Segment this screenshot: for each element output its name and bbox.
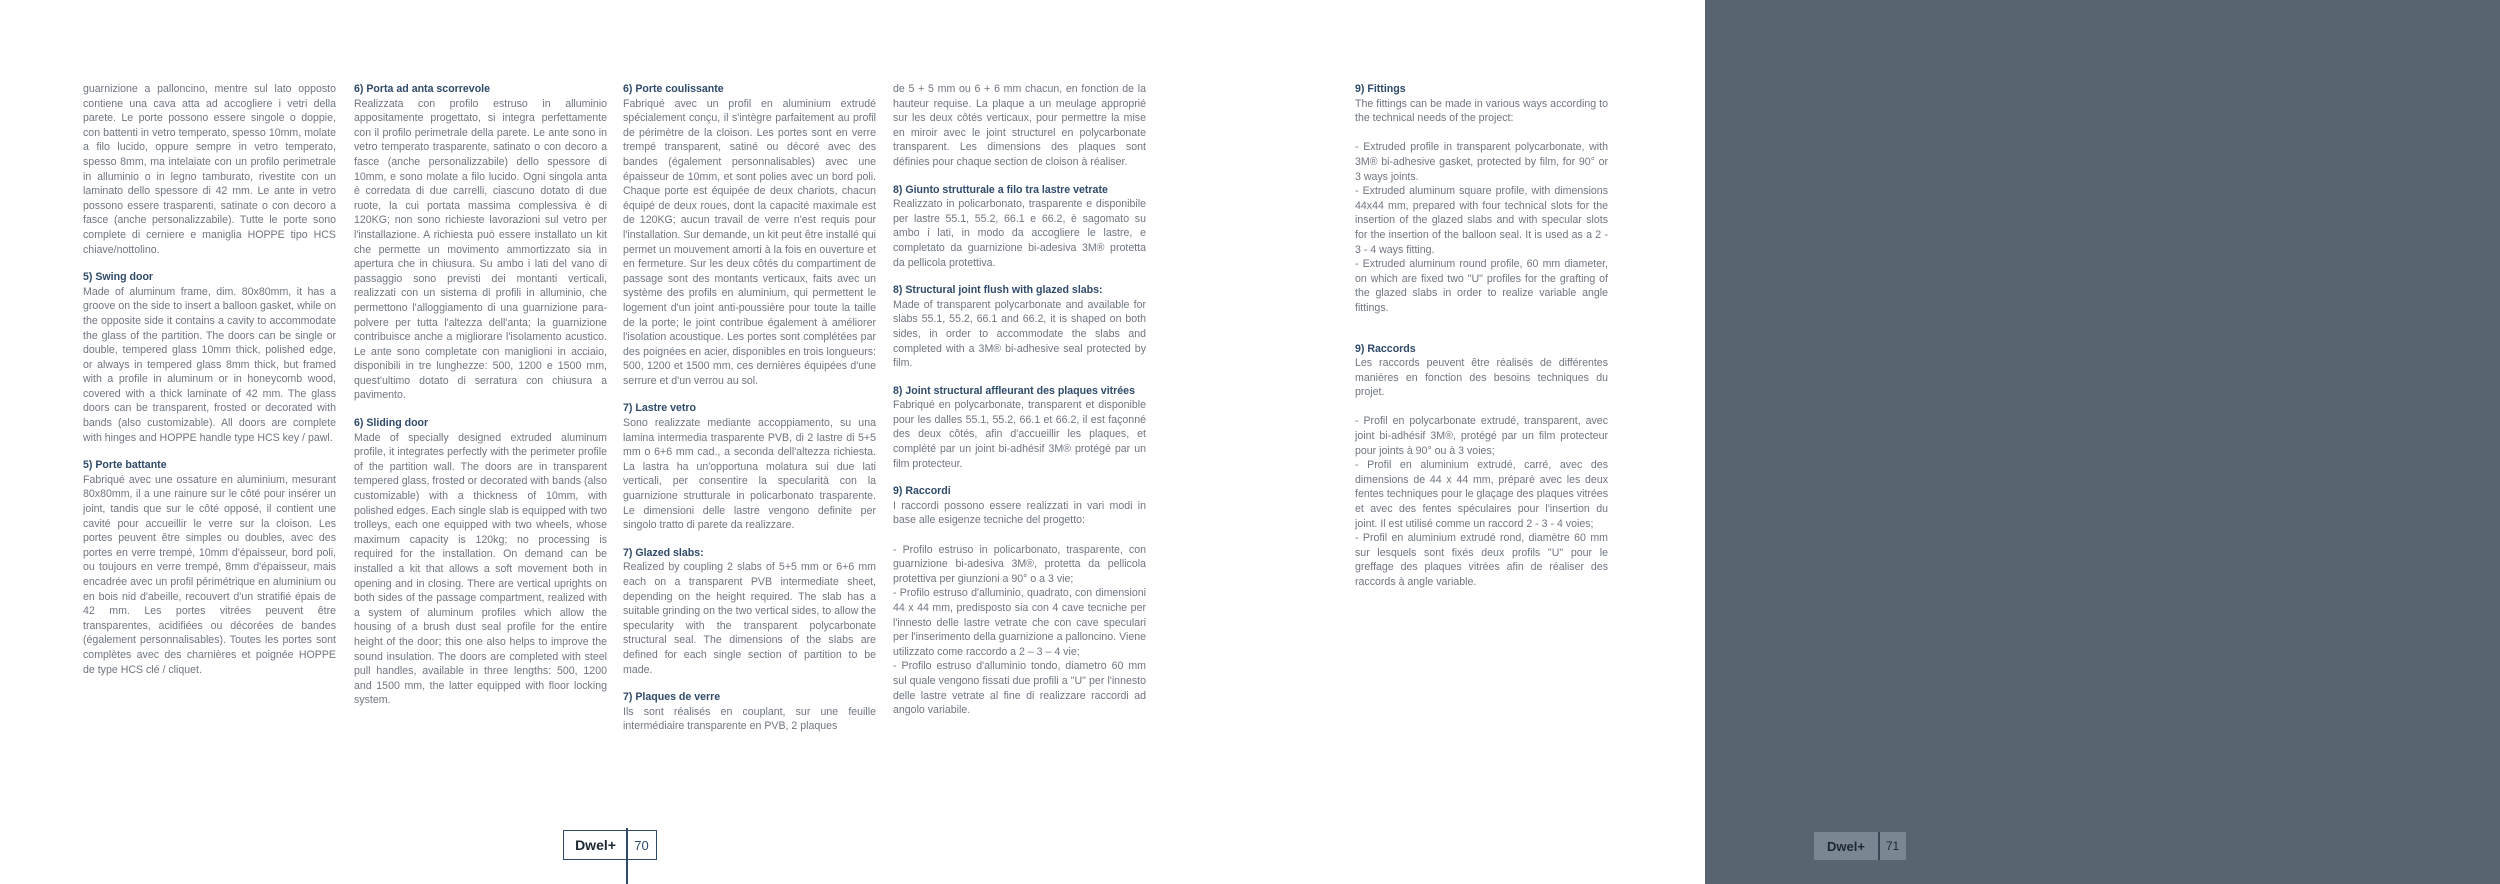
- section-sliding-door: [354, 416, 607, 708]
- section-structural-joint: [893, 283, 1146, 371]
- left-column-1: [83, 82, 336, 690]
- spacer: [1355, 126, 1608, 141]
- list-item: - Profil en polycarbonate extrudé, transparent, avec joint bi-adhésif 3M®, protégé par un film protecteur pour joints à 90° ou à 3 voies;: [1355, 415, 1608, 457]
- section-fittings: [1355, 82, 1608, 316]
- left-column-4: [893, 82, 1146, 731]
- section-heading: 5) Swing door: [83, 271, 154, 284]
- brand-logo: Dwel+: [563, 830, 627, 860]
- right-page-background: [1705, 0, 2500, 884]
- page-number: 71: [1885, 839, 1900, 853]
- paragraph: The fittings can be made in various ways according to the technical needs of the project:: [1355, 97, 1608, 125]
- section-heading: 6) Sliding door: [354, 417, 429, 430]
- section-porta-scorrevole: [354, 82, 607, 403]
- paragraph: Fabriqué avec une ossature en aluminium, mesurant 80x80mm, il a une rainure sur le côté pour insérer un joint, tandis que sur le côté opposé, il contient une cavité pour accueillir le verre sur la cloison. Les portes peuvent être simples ou doubles, avec des portes en verre trempé, 10mm d'épaisseur, bord poli, ou toujours en verre trempé, 8mm d'épaisseur, mais encadrée avec un profil périmétrique en aluminium ou en bois nid d'abeille, recouvert d'un stratifié épais de 42 mm. Les portes vitrées peuvent être transparentes, acidifiées ou décorées de bandes (également personnalisables). Toutes les portes sont complètes avec des charnières et poignée HOPPE de type HCS clé / cliquet.: [83, 473, 336, 676]
- paragraph: Les raccords peuvent être réalisés de différentes manières en fonction des besoins techniques du projet.: [1355, 357, 1608, 399]
- paragraph: Realized by coupling 2 slabs of 5+5 mm or 6+6 mm each on a transparent PVB intermediate sheet, depending on the height required. The slab has a suitable grinding on the two vertical sides, to allow the specularity with the transparent polycarbonate structural seal. The dimensions of the slabs are defined for each single section of partition to be made.: [623, 561, 876, 676]
- text-block: [893, 82, 1146, 170]
- section-plaques-de-verre: [623, 690, 876, 734]
- section-heading: 7) Plaques de verre: [623, 691, 721, 704]
- section-heading: 8) Giunto strutturale a filo tra lastre vetrate: [893, 183, 1108, 196]
- page-number: 70: [627, 830, 657, 860]
- left-column-3: [623, 82, 876, 747]
- paragraph: Fabriqué avec un profil en aluminium extrudé spécialement conçu, il s'intègre parfaitement au profil de périmètre de la cloison. Les portes sont en verre trempé transparent, satiné ou décoré avec des bandes (également personnalisables) avec une épaisseur de 10mm, et sont polies avec un bord poli. Chaque porte est équipée de deux chariots, chacun équipé de deux roues, dont la capacité maximale est de 120KG; aucun travail de verre n'est requis pour l'installation. Sur demande, un kit peut être installé qui permet un mouvement amorti à la fois en ouverture et en fermeture. Sur les deux côtés du compartiment de passage sont des montants verticaux, faits avec un système des profils en aluminium, qui permettent le logement d'un joint anti-poussière pour toute la taille de la porte; le joint contribue également à améliorer l'isolation acoustique. Les portes sont complétées par des poignées en acier, disponibles en trois longueurs: 500, 1200 et 1500 mm, ces dernières équipées d'une serrure et d'un verrou au sol.: [623, 97, 876, 387]
- paragraph: Made of transparent polycarbonate and available for slabs 55.1, 55.2, 66.1 and 66.2, it is shaped on both sides, in order to accommodate the slabs and completed with a 3M® bi-adhesive seal protected by film.: [893, 298, 1146, 370]
- paragraph: I raccordi possono essere realizzati in vari modi in base alle esigenze tecniche del progetto:: [893, 499, 1146, 527]
- list-item: - Extruded aluminum round profile, 60 mm diameter, on which are fixed two "U" profiles for the grafting of the glazed slabs in order to realize variable angle fittings.: [1355, 258, 1608, 314]
- section-porte-battante: [83, 458, 336, 677]
- left-column-2: [354, 82, 607, 721]
- paragraph: Realizzato in policarbonato, trasparente e disponibile per lastre 55.1, 55.2, 66.1 e 66.2, è sagomato su ambo i lati, in modo da accogliere le lastre, e completato da guarnizione bi-adesiva 3M® protetta da pellicola protettiva.: [893, 198, 1146, 269]
- text-block: [83, 82, 336, 257]
- section-heading: 9) Raccordi: [893, 485, 951, 498]
- section-raccordi: [893, 484, 1146, 718]
- paragraph: Fabriqué en polycarbonate, transparent et disponible pour les dalles 55.1, 55.2, 66.1 et 66.2, il est façonné des deux côtés, afin d'accueillir les plaques, et complété par un joint bi-adhésif 3M® protégé par un film protecteur.: [893, 399, 1146, 470]
- paragraph: Realizzata con profilo estruso in alluminio appositamente progettato, si integra perfettamente con il profilo perimetrale della parete. Le ante sono in vetro temperato trasparente, satinato o con decoro a fasce (anche personalizzabile) dello spessore di 10mm, e sono molate a filo lucido. Ogni singola anta è corredata di due carrelli, ciascuno dotato di due ruote, la cui portata massima complessiva è di 120KG; non sono richieste lavorazioni sul vetro per l'installazione. A richiesta può essere installato un kit che permette un movimento ammortizzato sia in apertura che in chiusura. Su ambo i lati del vano di passaggio sono previsti dei montanti verticali, realizzati con un sistema di profili in alluminio, che permettono l'alloggiamento di una guarnizione para-polvere per tutta l'altezza dell'anta; la guarnizione contribuisce anche a migliorare l'isolamento acustico. Le ante sono completate con maniglioni in acciaio, disponibili in tre lunghezze: 500, 1200 e 1500 mm, quest'ultimo dotato di serratura con chiusura a pavimento.: [354, 97, 607, 402]
- section-heading: 8) Structural joint flush with glazed slabs:: [893, 284, 1103, 297]
- paragraph: Made of aluminum frame, dim. 80x80mm, it has a groove on the side to insert a balloon gasket, while on the opposite side it contains a cavity to accommodate the glass of the partition. The doors can be single or double, tempered glass 10mm thick, polished edge, or always in tempered glass 8mm thick, but framed with a profile in aluminum or in honeycomb wood, covered with a thick laminate of 42 mm. The glass doors can be transparent, frosted or decorated with bands (also customizable). All doors are complete with hinges and HOPPE handle type HCS key / pawl.: [83, 285, 336, 444]
- section-heading: 5) Porte battante: [83, 459, 167, 472]
- paragraph: guarnizione a palloncino, mentre sul lato opposto contiene una cava atta ad accogliere i vetri della parete. Le porte possono essere singole o doppie, con battenti in vetro temperato, spesso 10mm, molate a filo lucido, oppure sempre in vetro temperato, spesso 8mm, ma intelaiate con un profilo perimetrale in alluminio o in legno tamburato, rivestite con un laminato dello spessore di 42 mm. Le ante in vetro possono essere trasparenti, satinate o con decoro a fasce (anche personalizzabile). Tutte le porte sono complete di cerniere e maniglia HOPPE tipo HCS chiave/nottolino.: [83, 83, 336, 256]
- brand-logo: Dwel+: [1827, 838, 1865, 854]
- section-raccords: [1355, 342, 1608, 590]
- spacer: [893, 528, 1146, 543]
- paragraph: Ils sont réalisés en couplant, sur une feuille intermédiaire transparente en PVB, 2 plaques: [623, 705, 876, 733]
- section-lastre-vetro: [623, 401, 876, 532]
- list-item: - Profilo estruso d'alluminio tondo, diametro 60 mm sul quale vengono fissati due profili a "U" per l'innesto delle lastre vetrate al fine di realizzare raccordi ad angolo variabile.: [893, 660, 1146, 717]
- section-porte-coulissante: [623, 82, 876, 388]
- list-item: - Extruded aluminum square profile, with dimensions 44x44 mm, prepared with four technical slots for the insertion of the glazed slabs and with specular slots for the insertion of the balloon seal. It is used as a 2 - 3 - 4 ways fitting.: [1355, 185, 1608, 256]
- section-heading: 6) Porte coulissante: [623, 83, 724, 95]
- right-column-1: [1355, 82, 1608, 603]
- section-joint-structural: [893, 384, 1146, 472]
- spacer: [1355, 400, 1608, 415]
- page-footer-right: [1814, 832, 1906, 860]
- section-heading: 6) Porta ad anta scorrevole: [354, 83, 491, 95]
- section-swing-door: [83, 270, 336, 445]
- section-heading: 7) Lastre vetro: [623, 402, 697, 415]
- list-item: - Profilo estruso d'alluminio, quadrato, con dimensioni 44 x 44 mm, predisposto sia con 4 cave tecniche per l'innesto delle lastre vetrate che con cave speculari per l'inserimento della guarnizione a palloncino. Viene utilizzato come raccordo a 2 – 3 – 4 vie;: [893, 587, 1146, 658]
- section-heading: 9) Fittings: [1355, 83, 1406, 95]
- section-heading: 7) Glazed slabs:: [623, 546, 704, 559]
- section-giunto-strutturale: [893, 183, 1146, 271]
- list-item: - Profil en aluminium extrudé, carré, avec des dimensions de 44 x 44 mm, préparé avec les deux fentes techniques pour le glaçage des plaques vitrées et avec des fentes spéculaires pour l'insertion du joint. Il est utilisé comme un raccord 2 - 3 - 4 voies;: [1355, 459, 1608, 530]
- section-heading: 8) Joint structural affleurant des plaques vitrées: [893, 384, 1135, 397]
- paragraph: Made of specially designed extruded aluminum profile, it integrates perfectly with the perimeter profile of the partition wall. The doors are in transparent tempered glass, frosted or decorated with bands (also customizable) with a thickness of 10mm, with polished edges. Each single slab is equipped with two trolleys, each one equipped with two wheels, whose maximum capacity is 120kg; no processing is required for the installation. On demand can be installed a kit that allows a soft movement both in opening and in closing. There are vertical uprights on both sides of the passage compartment, realized with a system of aluminum profiles which allow the housing of a brush dust seal profile for the entire height of the door; this one also helps to improve the sound insulation. The doors are completed with steel pull handles, available in three lengths: 500, 1200 and 1500 mm, the latter equipped with floor locking system.: [354, 431, 607, 707]
- list-item: - Profilo estruso in policarbonato, trasparente, con guarnizione bi-adesiva 3M®, protetta da pellicola protettiva per giunzioni a 90° o a 3 vie;: [893, 543, 1146, 585]
- paragraph: Sono realizzate mediante accoppiamento, su una lamina intermedia trasparente PVB, di 2 lastre di 5+5 mm o 6+6 mm cad., a seconda dell'altezza richiesta. La lastra ha un'opportuna molatura sui due lati verticali, per consentire la specularità con la guarnizione strutturale in policarbonato trasparente. Le dimensioni delle lastre vengono definite per singolo tratto di parete da realizzare.: [623, 417, 876, 532]
- section-heading: 9) Raccords: [1355, 342, 1416, 355]
- paragraph: de 5 + 5 mm ou 6 + 6 mm chacun, en fonction de la hauteur requise. La plaque a un meulage approprié sur les deux côtés verticaux, pour permettre la mise en miroir avec le joint structurel en polycarbonate transparent. Les dimensions des plaques sont définies pour chaque section de cloison à réaliser.: [893, 83, 1146, 168]
- list-item: - Extruded profile in transparent polycarbonate, with 3M® bi-adhesive gasket, protected by film, for 90° or 3 ways joints.: [1355, 141, 1608, 183]
- list-item: - Profil en aluminium extrudé rond, diamètre 60 mm sur lesquels sont fixés deux profils "U" pour le greffage des plaques vitrées afin de réaliser des raccords à angle variable.: [1355, 532, 1608, 588]
- section-glazed-slabs: [623, 546, 876, 677]
